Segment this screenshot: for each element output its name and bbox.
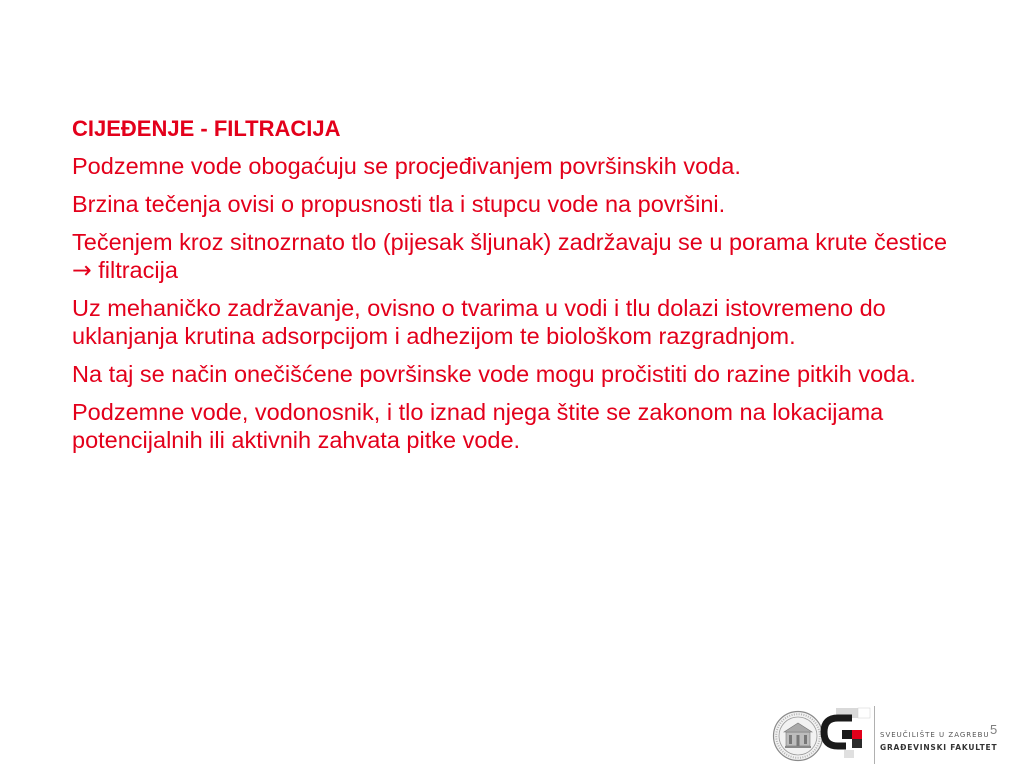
slide-heading: CIJEĐENJE - FILTRACIJA bbox=[72, 116, 341, 141]
paragraph-4: Uz mehaničko zadržavanje, ovisno o tvarima u vodi i tlu dolazi istovremeno do uklanjanja krutina adsorpcijom i adhezijom te biološkom razgradnjom. bbox=[72, 295, 886, 349]
paragraph-1: Podzemne vode obogaćuju se procjeđivanjem površinskih voda. bbox=[72, 153, 741, 179]
paragraph-5: Na taj se način onečišćene površinske vode mogu pročistiti do razine pitkih voda. bbox=[72, 361, 916, 387]
paragraph-3-suffix: filtracija bbox=[98, 257, 178, 283]
paragraph-3 bbox=[72, 228, 972, 284]
page-number: 5 bbox=[990, 722, 998, 737]
faculty-name: GRAĐEVINSKI FAKULTET bbox=[880, 743, 998, 752]
logo-divider bbox=[874, 706, 875, 764]
university-name: SVEUČILIŠTE U ZAGREBU bbox=[880, 731, 990, 739]
footer-logos bbox=[770, 700, 998, 766]
paragraph-6: Podzemne vode, vodonosnik, i tlo iznad njega štite se zakonom na lokacijama potencijalnih ili aktivnih zahvata pitke vode. bbox=[72, 399, 884, 453]
paragraph-3-text: Tečenjem kroz sitnozrnato tlo (pijesak šljunak) zadržavaju se u porama krute čestice bbox=[72, 229, 948, 255]
arrow-icon: → bbox=[72, 256, 92, 284]
university-seal-icon bbox=[772, 710, 824, 762]
paragraph-2: Brzina tečenja ovisi o propusnosti tla i stupcu vode na površini. bbox=[72, 191, 726, 217]
gf-faculty-logo-icon bbox=[818, 704, 876, 762]
slide-content bbox=[72, 114, 972, 464]
